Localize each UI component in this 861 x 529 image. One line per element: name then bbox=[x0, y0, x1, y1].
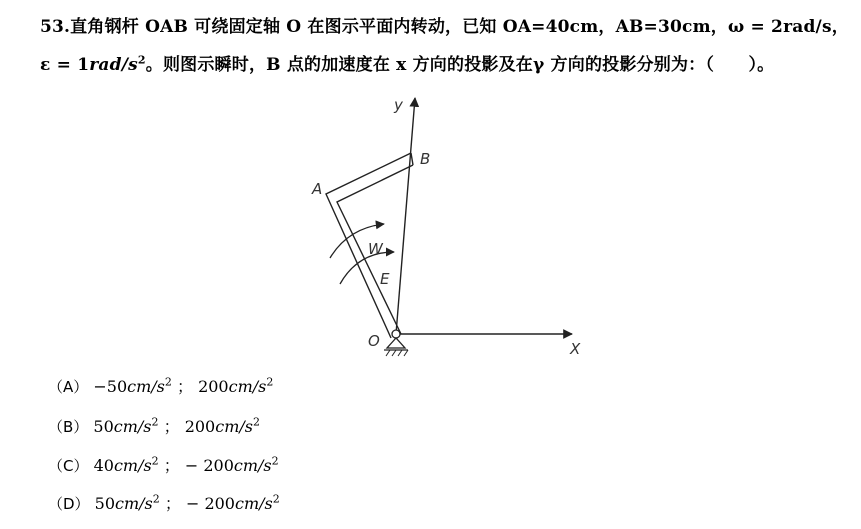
option-d-exp-y: 2 bbox=[272, 492, 280, 506]
omega-label: W bbox=[368, 240, 383, 258]
option-b[interactable] bbox=[48, 414, 260, 437]
option-a-separator: ； bbox=[176, 377, 193, 396]
question-line-2 bbox=[40, 50, 774, 75]
option-a[interactable] bbox=[48, 374, 273, 397]
option-c-unit-x: cm/s bbox=[113, 456, 152, 475]
epsilon-unit: rad/s bbox=[89, 55, 138, 75]
option-a-value-y: 200 bbox=[198, 377, 229, 396]
question-line-2-text: 。则图示瞬时，B 点的加速度在 x 方向的投影及在γ 方向的投影分别为：（ ）。 bbox=[145, 55, 775, 75]
option-b-exp-y: 2 bbox=[252, 415, 260, 429]
option-d-letter: （D） bbox=[48, 495, 90, 513]
option-c-letter: （C） bbox=[48, 457, 89, 475]
option-b-unit-x: cm/s bbox=[113, 417, 152, 436]
y-axis bbox=[396, 98, 415, 334]
option-a-value-x: −50 bbox=[93, 377, 128, 396]
x-axis-label: X bbox=[570, 340, 581, 358]
option-a-exp-y: 2 bbox=[266, 375, 274, 389]
option-b-unit-y: cm/s bbox=[215, 417, 253, 436]
option-d-separator: ； bbox=[164, 494, 181, 513]
epsilon-exponent: 2 bbox=[137, 53, 146, 67]
option-b-separator: ； bbox=[163, 417, 180, 436]
option-c-exp-x: 2 bbox=[151, 454, 159, 468]
option-d[interactable] bbox=[48, 491, 280, 514]
question-line-1: 53.直角钢杆 OAB 可绕固定轴 O 在图示平面内转动，已知 OA=40cm，AB=30cm，ω = 2rad/s， bbox=[40, 17, 849, 37]
option-b-value-y: 200 bbox=[184, 417, 216, 436]
option-c-value-y: − 200 bbox=[184, 456, 234, 475]
option-c-value-x: 40 bbox=[93, 456, 114, 475]
epsilon-label: E bbox=[380, 270, 390, 288]
epsilon-value: ε = 1 bbox=[40, 55, 90, 75]
rod-end-b bbox=[411, 153, 413, 165]
option-d-value-x: 50 bbox=[94, 494, 116, 513]
option-a-exp-x: 2 bbox=[164, 375, 172, 389]
option-c-unit-y: cm/s bbox=[233, 456, 272, 475]
option-c[interactable] bbox=[48, 453, 279, 476]
point-a-label: A bbox=[312, 180, 323, 198]
point-b-label: B bbox=[420, 150, 431, 168]
point-o-label: O bbox=[368, 332, 380, 350]
option-a-letter: （A） bbox=[48, 378, 89, 396]
option-a-unit-y: cm/s bbox=[228, 377, 267, 396]
option-a-unit-x: cm/s bbox=[127, 377, 165, 396]
option-b-letter: （B） bbox=[48, 418, 89, 436]
option-c-exp-y: 2 bbox=[271, 454, 279, 468]
option-b-exp-x: 2 bbox=[151, 415, 159, 429]
option-b-value-x: 50 bbox=[93, 417, 114, 436]
y-axis-label: y bbox=[394, 96, 403, 114]
option-d-value-y: − 200 bbox=[185, 494, 235, 513]
option-c-separator: ； bbox=[163, 456, 180, 475]
option-d-unit-y: cm/s bbox=[234, 494, 273, 513]
option-d-unit-x: cm/s bbox=[115, 494, 153, 513]
mechanism-diagram bbox=[300, 86, 600, 366]
option-d-exp-x: 2 bbox=[152, 492, 160, 506]
